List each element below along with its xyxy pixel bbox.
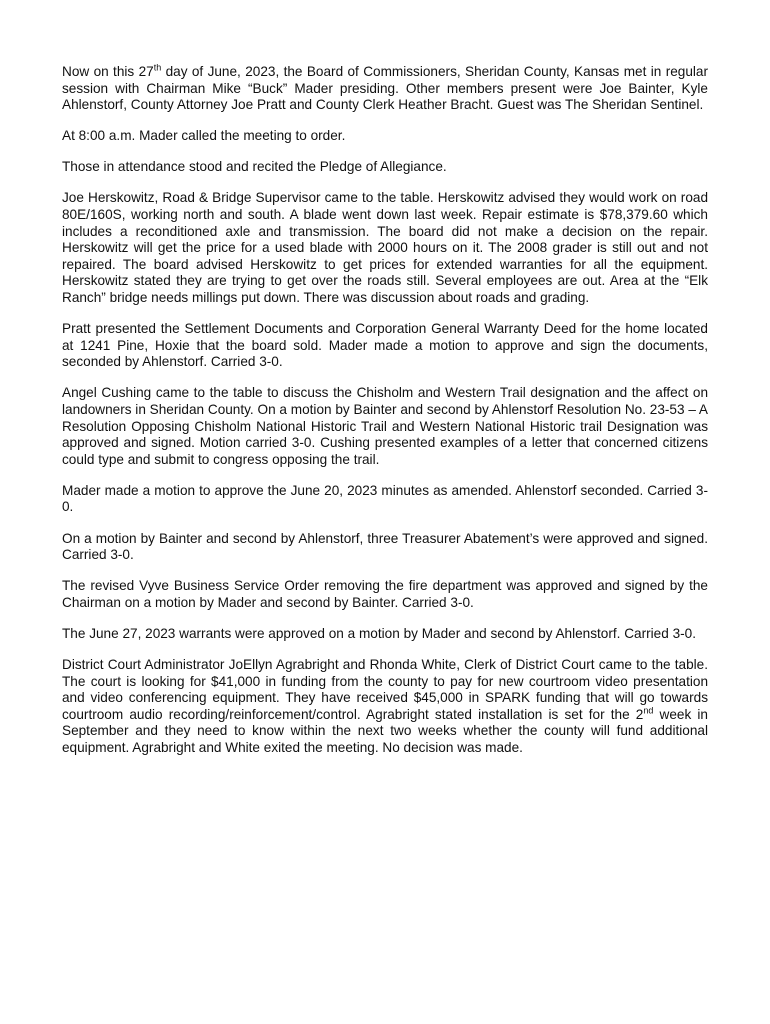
paragraph-pledge: Those in attendance stood and recited the Pledge of Allegiance. [62,159,447,175]
session-attendees-text: day of June, 2023, the Board of Commissioners, Sheridan County, Kansas met in regular session with Chairman Mike “Buck” Mader presiding. Other members present were Joe Bainter, Kyle Ahlenstorf, County Attorney Joe Pratt and County Clerk Heather Bracht. Guest was The Sheridan Sentinel. [62,64,709,113]
paragraph-warrants: The June 27, 2023 warrants were approved on a motion by Mader and second by Ahlenstorf. Carried 3-0. [62,625,696,641]
minutes-document [62,64,708,771]
paragraph-minutes-approval: Mader made a motion to approve the June 20, 2023 minutes as amended. Ahlenstorf seconded. Carried 3-0. [62,482,708,515]
paragraph-district-court [62,657,708,757]
paragraph-session-opening [62,64,708,114]
district-court-text-end: week in September and they need to know within the next two weeks whether the county will fund additional equipment. Agrabright and White exited the meeting. No decision was made. [62,706,708,755]
paragraph-settlement-documents: Pratt presented the Settlement Documents and Corporation General Warranty Deed for the home located at 1241 Pine, Hoxie that the board sold. Mader made a motion to approve and sign the documents, seconded by Ahlenstorf. Carried 3-0. [62,321,708,370]
paragraph-treasurer-abatements: On a motion by Bainter and second by Ahlenstorf, three Treasurer Abatement’s were approved and signed. Carried 3-0. [62,530,708,563]
ordinal-suffix: th [153,62,162,73]
paragraph-road-bridge: Joe Herskowitz, Road & Bridge Supervisor came to the table. Herskowitz advised they would work on road 80E/160S, working north and south. A blade went down last week. Repair estimate is $78,379.60 which includes a reconditioned axle and transmission. The board did not make a decision on the repair. Herskowitz will get the price for a used blade with 2000 hours on it. The 2008 grader is still out and not repaired. The board advised Herskowitz to get prices for extended warranties for all the equipment. Herskowitz stated they are trying to get over the roads still. Several employees are out. Area at the “Elk Ranch” bridge needs millings put down. There was discussion about roads and grading. [62,190,708,306]
session-date-text: Now on this 27 [62,64,154,79]
paragraph-chisholm-trail: Angel Cushing came to the table to discuss the Chisholm and Western Trail designation and the affect on landowners in Sheridan County. On a motion by Bainter and second by Ahlenstorf Resolution No. 23-53 – A Resolution Opposing Chisholm National Historic Trail and Western National Historic trail Designation was approved and signed. Motion carried 3-0. Cushing presented examples of a letter that concerned citizens could type and submit to congress opposing the trail. [62,385,708,467]
paragraph-vyve-service-order: The revised Vyve Business Service Order removing the fire department was approved and signed by the Chairman on a motion by Mader and second by Bainter. Carried 3-0. [62,578,708,610]
paragraph-call-to-order: At 8:00 a.m. Mader called the meeting to order. [62,128,346,144]
ordinal-suffix: nd [643,705,654,716]
district-court-text-start: District Court Administrator JoEllyn Agrabright and Rhonda White, Clerk of District Court came to the table. The court is looking for $41,000 in funding from the county to pay for new courtroom video presentation and video conferencing equipment. They have received $45,000 in SPARK funding that will go towards courtroom audio recording/reinforcement/control. Agrabright stated installation is set for the 2 [62,657,708,722]
